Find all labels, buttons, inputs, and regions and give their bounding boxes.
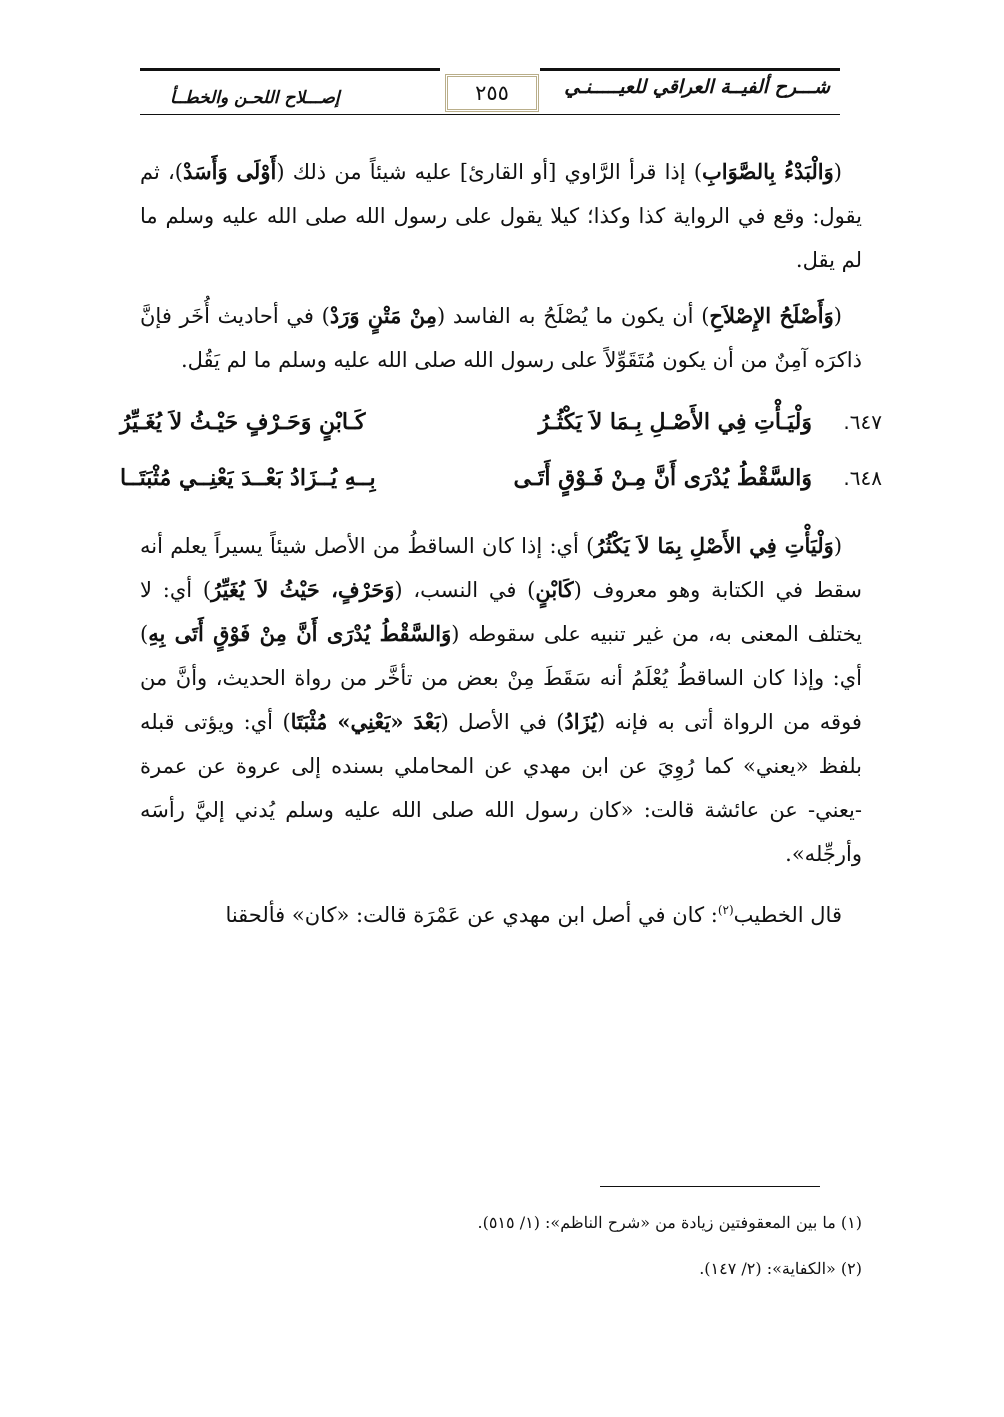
text: أي: ويؤتى قبله بلفظ «يعني» كما رُوِيَ عن ابن مهدي عن المحاملي بسنده إلى عروة عن عمرة -يعني- عن عائشة قالت: «كان رسول الله صلى الله عليه وسلم يُدني إليَّ رأسَه وأرجِّله». [140,710,862,866]
verse-hemistich-1: وَلْيَـأْتِ فِي الأَصْـلِ بِـمَا لاَ يَكْثُـرُ [538,409,812,435]
text: إذا قرأ الرَّاوي [أو القارئ] عليه شيئاً من ذلك [284,160,694,184]
quote: وَالْبَدْءُ بِالصَّوَابِ [702,159,834,184]
paragraph-4 [140,888,862,937]
verse-number: ٦٤٨. [843,466,882,490]
footnote-ref: (٢) [717,903,734,917]
header-rule-right [540,68,840,71]
footnote-1: (١) ما بين المعقوفتين زيادة من «شرح الناظم»: (١/ ٥١٥). [477,1213,862,1232]
quote: وَلْيَأْتِ فِي الأَصْلِ بِمَا لاَ يَكْثُرُ [594,533,834,558]
paragraph-3: (وَلْيَأْتِ فِي الأَصْلِ بِمَا لاَ يَكْثُرُ) أي: إذا كان الساقطُ من الأصل شيئاً يسيراً يعلم أنه سقط في الكتابة وهو معروف (كَابْنٍ) في النسب، (وَحَرْفٍ، حَيْثُ لاَ يُغَيِّرُ) أي: لا يختلف المعنى به، من غير تنبيه على سقوطه (وَالسَّقْطُ يُدْرَى أَنَّ مِنْ فَوْقٍ أَتَى بِهِ) أي: وإذا كان الساقطُ يُعْلَمُ أنه سَقَطَ مِنْ بعض من تأخَّر من رواة الحديث، وأنَّ من فوقه من الرواة أتى به فإنه (يُزَادُ) في الأصل (بَعْدَ «يَعْنِي» مُثْبَتَا) أي: ويؤتى قبله بلفظ «يعني» كما رُوِيَ عن ابن مهدي عن المحاملي بسنده إلى عروة عن عمرة -يعني- عن عائشة قالت: «كان رسول الله صلى الله عليه وسلم يُدني إليَّ رأسَه وأرجِّله». [140,533,862,866]
text: : كان في أصل ابن مهدي عن عَمْرَة قالت: «كان» فألحقنا [225,903,718,927]
text: أي: إذا كان الساقطُ من الأصل شيئاً يسيراً يعلم أنه سقط في الكتابة وهو معروف [140,534,862,602]
page-number: ٢٥٥ [445,74,539,112]
paragraph-1: (وَالْبَدْءُ بِالصَّوَابِ) إذا قرأ الرَّاوي [أو القارئ] عليه شيئاً من ذلك (أَوْلَى وَأَسَدْ)، ثم يقول: وقع في الرواية كذا وكذا؛ كيلا يقول على رسول الله صلى الله عليه وسلم ما لم يقل. [140,159,862,272]
book-title: شـــرح ألفيــة العراقي للعيـــــنـي [564,76,830,98]
page-body [120,150,882,949]
verses [120,394,882,506]
text: في الأصل [448,710,557,734]
footnote-separator [600,1186,820,1187]
text: في النسب، [402,578,528,602]
quote: وَأَصْلَحُ الإِصْلاَحِ [709,303,834,328]
header-rule-left [140,68,440,71]
text: أي: وإذا كان الساقطُ يُعْلَمُ أنه سَقَطَ مِنْ بعض من تأخَّر من رواة الحديث، وأنَّ من فوقه من الرواة أتى به فإنه [140,666,862,734]
verse-647 [120,394,882,450]
quote: يُزَادُ [564,709,598,734]
quote: كَابْنٍ [535,577,574,602]
quote: وَالسَّقْطُ يُدْرَى أَنَّ مِنْ فَوْقٍ أَتَى بِهِ [148,621,452,646]
text: قال الخطيب [733,903,842,927]
quote: أَوْلَى وَأَسَدْ [183,159,277,184]
verse-hemistich-2: كَـابْنٍ وَحَـرْفٍ حَيْـثُ لاَ يُغَـيِّرُ [120,409,366,435]
footnote-2: (٢) «الكفاية»: (٢/ ١٤٧). [699,1259,862,1278]
footnotes [140,1200,862,1292]
text: أي: لا يختلف المعنى به، من غير تنبيه على سقوطه [140,578,862,646]
quote: بَعْدَ «يَعْنِي» مُثْبَتَا [290,709,441,734]
header-bottom-rule [140,114,840,115]
text: في أحاديث أُخَر فإنَّ ذاكرَه آمِنٌ من أن يكون مُتَقَوِّلاً على رسول الله صلى الله عليه وسلم ما لم يَقُل. [140,304,862,372]
chapter-title: إصـــلاح اللحـن والخطــأ [170,88,340,108]
verse-hemistich-1: وَالسَّقْطُ يُدْرَى أَنَّ مِـنْ فَـوْقٍ أَتَـى [513,465,812,491]
text: أن يكون ما يُصْلَحُ به الفاسد [445,304,702,328]
paragraph-2: (وَأَصْلَحُ الإِصْلاَحِ) أن يكون ما يُصْلَحُ به الفاسد (مِنْ مَتْنٍ وَرَدْ) في أحاديث أُخَر فإنَّ ذاكرَه آمِنٌ من أن يكون مُتَقَوِّلاً على رسول الله صلى الله عليه وسلم ما لم يَقُل. [140,303,862,372]
quote: مِنْ مَتْنٍ وَرَدْ [329,303,437,328]
page-header [140,68,840,116]
verse-648 [120,450,882,506]
verse-hemistich-2: بِــهِ يُــزَادُ بَعْــدَ يَعْنِــي مُثْبَتَــا [120,465,376,491]
text: ، ثم يقول: وقع في الرواية كذا وكذا؛ كيلا يقول على رسول الله صلى الله عليه وسلم ما لم يقل. [140,160,862,272]
verse-number: ٦٤٧. [843,410,882,434]
quote: وَحَرْفٍ، حَيْثُ لاَ يُغَيِّرُ [211,577,395,602]
